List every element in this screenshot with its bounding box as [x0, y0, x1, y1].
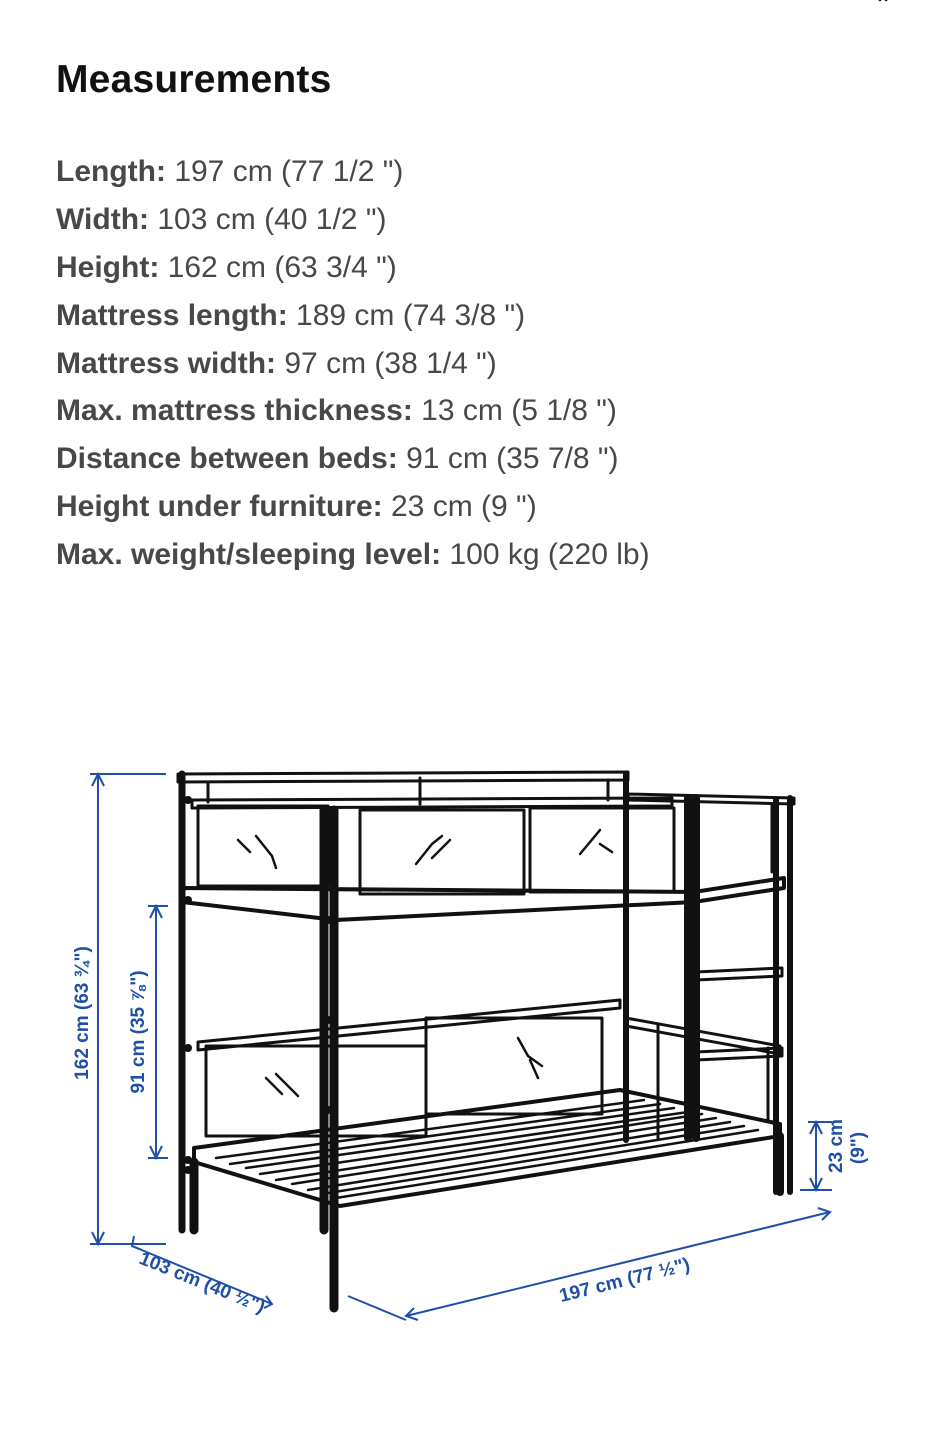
dim-between-label: 91 cm (35 ⅞") — [128, 970, 149, 1094]
dim-length-label: 197 cm (77 ½") — [557, 1254, 693, 1308]
spec-max-weight — [56, 531, 650, 579]
spec-label: Length: — [56, 155, 166, 188]
spec-value: 197 cm (77 1/2 ") — [174, 155, 404, 188]
spec-height-under-furniture — [56, 483, 650, 531]
dimension-lines — [90, 774, 832, 1320]
spec-label: Height under furniture: — [56, 490, 383, 524]
spec-value: 97 cm (38 1/4 ") — [284, 346, 497, 380]
dim-height-label: 162 cm (63 ¾") — [72, 946, 93, 1080]
spec-label: Width: — [56, 202, 150, 236]
spec-mattress-width — [56, 340, 650, 388]
spec-label: Height: — [56, 250, 160, 284]
spec-value: 13 cm (5 1/8 ") — [421, 394, 617, 428]
spec-length — [56, 148, 650, 196]
spec-value: 189 cm (74 3/8 ") — [296, 298, 526, 332]
collapse-icon[interactable] — [868, 0, 898, 6]
spec-label: Max. mattress thickness: — [56, 394, 413, 428]
spec-value: 103 cm (40 1/2 ") — [157, 202, 387, 236]
spec-label: Max. weight/sleeping level: — [56, 538, 442, 572]
bunk-bed-dimension-drawing — [60, 760, 890, 1360]
spec-value: 100 kg (220 lb) — [449, 538, 650, 572]
spec-value: 23 cm (9 ") — [391, 490, 537, 524]
page-title: Measurements — [56, 58, 332, 101]
spec-label: Mattress width: — [56, 346, 277, 380]
spec-distance-between-beds — [56, 435, 650, 483]
measurements-list — [56, 148, 650, 579]
spec-value: 91 cm (35 7/8 ") — [406, 442, 619, 476]
spec-value: 162 cm (63 3/4 ") — [167, 250, 397, 284]
dim-width-label: 103 cm (40 ½") — [136, 1248, 268, 1318]
bunk-bed-illustration — [178, 772, 794, 1308]
spec-mattress-thickness — [56, 387, 650, 435]
spec-height — [56, 244, 650, 292]
spec-label: Mattress length: — [56, 298, 288, 332]
dim-under-label: 23 cm — [826, 1119, 847, 1173]
dim-under-inch-label: (9") — [848, 1131, 869, 1165]
spec-mattress-length — [56, 292, 650, 340]
spec-label: Distance between beds: — [56, 442, 398, 476]
spec-width — [56, 196, 650, 244]
